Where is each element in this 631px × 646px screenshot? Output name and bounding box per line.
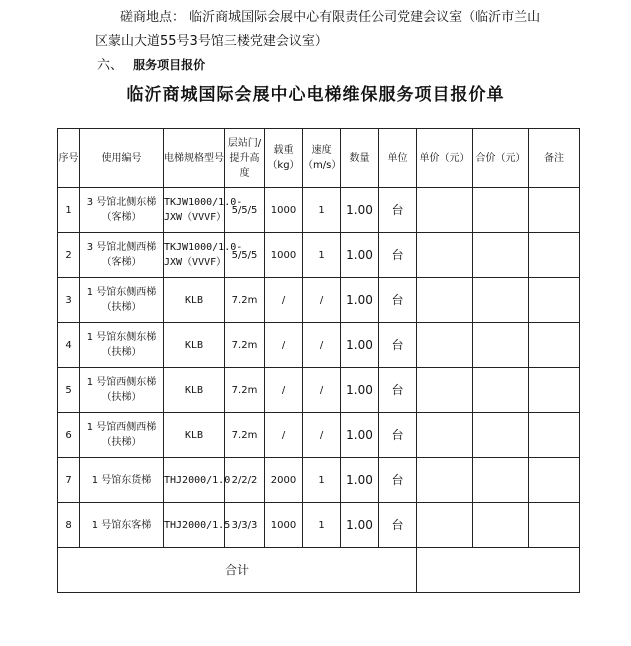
- cell-speed: 1: [303, 503, 341, 548]
- cell-qty: 1.00: [341, 413, 379, 458]
- table-row: [58, 233, 580, 278]
- col-header-qty: 数量: [341, 129, 379, 188]
- cell-speed: /: [303, 413, 341, 458]
- cell-speed: /: [303, 368, 341, 413]
- section-heading: [97, 54, 205, 73]
- cell-unit-price: [417, 233, 473, 278]
- cell-remark: [529, 278, 580, 323]
- cell-qty: 1.00: [341, 278, 379, 323]
- col-header-unit-price: 单价（元）: [417, 129, 473, 188]
- cell-floors: 5/5/5: [225, 188, 265, 233]
- section-number: 六、: [97, 58, 124, 73]
- cell-load: /: [265, 368, 303, 413]
- cell-name: 3 号馆北侧西梯（客梯）: [80, 233, 164, 278]
- cell-qty: 1.00: [341, 458, 379, 503]
- cell-total-price: [473, 188, 529, 233]
- location-label: 磋商地点：: [120, 10, 186, 25]
- cell-qty: 1.00: [341, 233, 379, 278]
- cell-no: 5: [58, 368, 80, 413]
- cell-name: 1 号馆西侧西梯（扶梯）: [80, 413, 164, 458]
- cell-remark: [529, 503, 580, 548]
- cell-no: 6: [58, 413, 80, 458]
- cell-name: 3 号馆北侧东梯（客梯）: [80, 188, 164, 233]
- cell-load: 1000: [265, 233, 303, 278]
- location-text-1: 临沂商城国际会展中心有限责任公司党建会议室（临沂市兰山: [189, 10, 541, 25]
- cell-speed: 1: [303, 233, 341, 278]
- cell-load: /: [265, 323, 303, 368]
- cell-no: 8: [58, 503, 80, 548]
- table-row: [58, 188, 580, 233]
- table-row: [58, 413, 580, 458]
- section-title: 服务项目报价: [133, 58, 206, 72]
- cell-load: /: [265, 413, 303, 458]
- cell-name: 1 号馆东客梯: [80, 503, 164, 548]
- location-line-2: 区蒙山大道55号3号馆三楼党建会议室）: [95, 34, 328, 49]
- cell-unit: 台: [379, 503, 417, 548]
- cell-total-price: [473, 503, 529, 548]
- cell-total-price: [473, 233, 529, 278]
- cell-model: TKJW1000/1.0-JXW（VVVF）: [164, 233, 225, 278]
- cell-speed: 1: [303, 188, 341, 233]
- cell-floors: 2/2/2: [225, 458, 265, 503]
- cell-qty: 1.00: [341, 323, 379, 368]
- cell-name: 1 号馆东侧西梯（扶梯）: [80, 278, 164, 323]
- total-label: 合计: [58, 548, 417, 593]
- cell-total-price: [473, 413, 529, 458]
- cell-floors: 7.2m: [225, 413, 265, 458]
- cell-load: 1000: [265, 188, 303, 233]
- cell-model: TKJW1000/1.0-JXW（VVVF）: [164, 188, 225, 233]
- cell-floors: 7.2m: [225, 278, 265, 323]
- cell-model: KLB: [164, 323, 225, 368]
- col-header-model: 电梯规格型号: [164, 129, 225, 188]
- cell-name: 1 号馆东货梯: [80, 458, 164, 503]
- col-header-load: 载重（kg）: [265, 129, 303, 188]
- table-row: [58, 278, 580, 323]
- cell-unit-price: [417, 458, 473, 503]
- col-header-name: 使用编号: [80, 129, 164, 188]
- cell-model: KLB: [164, 278, 225, 323]
- cell-unit: 台: [379, 413, 417, 458]
- table-row: [58, 323, 580, 368]
- cell-no: 4: [58, 323, 80, 368]
- cell-remark: [529, 458, 580, 503]
- cell-model: KLB: [164, 368, 225, 413]
- quote-table: [57, 128, 580, 593]
- cell-load: 2000: [265, 458, 303, 503]
- col-header-total-price: 合价（元）: [473, 129, 529, 188]
- cell-unit: 台: [379, 368, 417, 413]
- cell-qty: 1.00: [341, 368, 379, 413]
- cell-unit: 台: [379, 233, 417, 278]
- col-header-unit: 单位: [379, 129, 417, 188]
- cell-speed: 1: [303, 458, 341, 503]
- table-row: [58, 503, 580, 548]
- cell-unit: 台: [379, 188, 417, 233]
- cell-total-price: [473, 278, 529, 323]
- cell-remark: [529, 233, 580, 278]
- cell-remark: [529, 323, 580, 368]
- cell-remark: [529, 368, 580, 413]
- cell-unit: 台: [379, 323, 417, 368]
- cell-total-price: [473, 368, 529, 413]
- cell-qty: 1.00: [341, 503, 379, 548]
- col-header-no: 序号: [58, 129, 80, 188]
- cell-load: 1000: [265, 503, 303, 548]
- cell-unit-price: [417, 368, 473, 413]
- cell-name: 1 号馆东侧东梯（扶梯）: [80, 323, 164, 368]
- cell-total-price: [473, 458, 529, 503]
- cell-floors: 7.2m: [225, 368, 265, 413]
- total-value: [417, 548, 580, 593]
- cell-no: 1: [58, 188, 80, 233]
- cell-name: 1 号馆西侧东梯（扶梯）: [80, 368, 164, 413]
- cell-unit: 台: [379, 278, 417, 323]
- cell-speed: /: [303, 278, 341, 323]
- cell-unit-price: [417, 278, 473, 323]
- cell-unit-price: [417, 503, 473, 548]
- cell-load: /: [265, 278, 303, 323]
- cell-unit: 台: [379, 458, 417, 503]
- table-row: [58, 368, 580, 413]
- location-line-1: [120, 6, 540, 25]
- cell-floors: 5/5/5: [225, 233, 265, 278]
- col-header-speed: 速度（m/s）: [303, 129, 341, 188]
- col-header-floors: 层站门/提升高度: [225, 129, 265, 188]
- cell-no: 3: [58, 278, 80, 323]
- cell-total-price: [473, 323, 529, 368]
- cell-no: 2: [58, 233, 80, 278]
- document-title: 临沂商城国际会展中心电梯维保服务项目报价单: [126, 85, 505, 105]
- cell-unit-price: [417, 323, 473, 368]
- cell-unit-price: [417, 188, 473, 233]
- col-header-remark: 备注: [529, 129, 580, 188]
- cell-model: KLB: [164, 413, 225, 458]
- cell-floors: 7.2m: [225, 323, 265, 368]
- cell-model: THJ2000/1.0: [164, 458, 225, 503]
- cell-qty: 1.00: [341, 188, 379, 233]
- cell-speed: /: [303, 323, 341, 368]
- cell-remark: [529, 188, 580, 233]
- total-row: [58, 548, 580, 593]
- table-header-row: [58, 129, 580, 188]
- table-row: [58, 458, 580, 503]
- cell-remark: [529, 413, 580, 458]
- cell-unit-price: [417, 413, 473, 458]
- cell-no: 7: [58, 458, 80, 503]
- cell-model: THJ2000/1.5: [164, 503, 225, 548]
- cell-floors: 3/3/3: [225, 503, 265, 548]
